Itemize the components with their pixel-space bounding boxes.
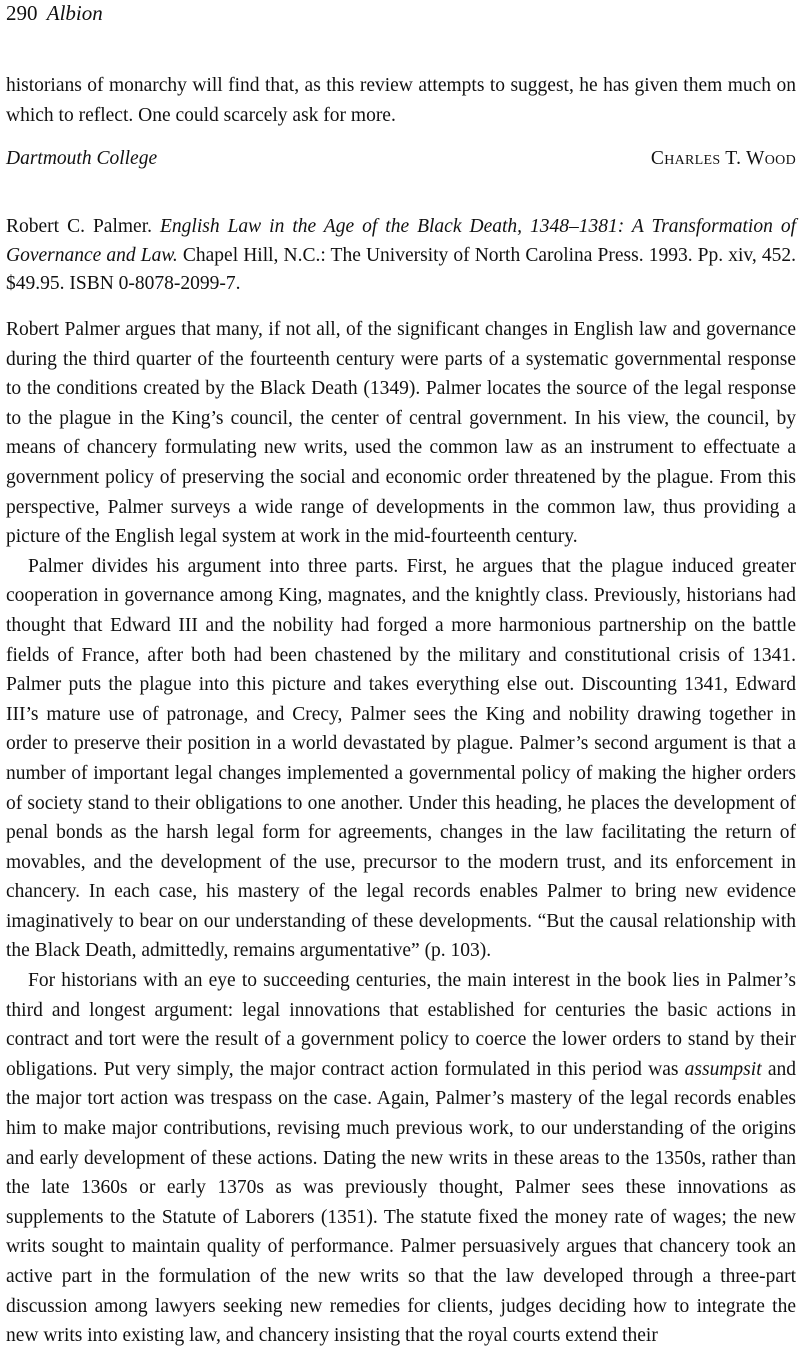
book-citation: [6, 213, 796, 299]
book-author: Robert C. Palmer.: [6, 216, 152, 237]
reviewer-affiliation: Dartmouth College: [6, 148, 158, 169]
book-publication-details: Chapel Hill, N.C.: The University of North Carolina Press. 1993. Pp. xiv, 452. $49.95. ISBN 0-8078-2099-7.: [6, 244, 797, 294]
review-paragraph-text: and the major tort action was trespass on the case. Again, Palmer’s mastery of the legal records enables him to make major contributions, revising much previous work, to our understanding of the origins and early development of these actions. Dating the new writs in these areas to the 1350s, rather than the late 1360s or early 1370s as was previously thought, Palmer sees these innovations as supplements to the Statute of Laborers (1351). The statute fixed the money rate of wages; the new writs sought to maintain quality of performance. Palmer persuasively argues that chancery took an active part in the formulation of the new writs so that the law developed through a three-part discussion among lawyers seeking new remedies for clients, judges deciding how to integrate the new writs into existing law, and chancery insisting that the royal courts extend their: [6, 1058, 796, 1347]
review-paragraph: Robert Palmer argues that many, if not all, of the significant changes in English law and governance during the third quarter of the fourteenth century were parts of a systematic governmental response to the conditions created by the Black Death (1349). Palmer locates the source of the legal response to the plague in the King’s council, the center of central government. In his view, the council, by means of chancery formulating new writs, used the common law as an instrument to effectuate a government policy of preserving the social and economic order threatened by the plague. From this perspective, Palmer surveys a wide range of developments in the common law, thus providing a picture of the English legal system at work in the mid-fourteenth century.: [6, 319, 796, 548]
book-title: English Law in the Age of the Black Death, 1348–1381: A Transformation of Governance and Law.: [6, 216, 796, 266]
journal-title: Albion: [46, 1, 103, 25]
running-head: [6, 0, 103, 26]
review-paragraph: Palmer divides his argument into three parts. First, he argues that the plague induced greater cooperation in governance among King, magnates, and the knightly class. Previously, historians had thought that Edward III and the nobility had forged a more harmonious partnership on the battle fields of France, after both had been chastened by the military and constitutional crisis of 1341. Palmer puts the plague into this picture and takes everything else out. Discounting 1341, Edward III’s mature use of patronage, and Crecy, Palmer sees the King and nobility drawing together in order to preserve their position in a world devastated by plague. Palmer’s second argument is that a number of important legal changes implemented a governmental policy of making the higher orders of society stand to their obligations to one another. Under this heading, he places the development of penal bonds as the harsh legal form for agreements, changes in the law facilitating the return of movables, and the development of the use, precursor to the modern trust, and its enforcement in chancery. In each case, his mastery of the legal records enables Palmer to bring new evidence imaginatively to bear on our understanding of these developments. “But the causal relationship with the Black Death, admittedly, remains argumentative” (p. 103).: [6, 555, 796, 962]
reviewer-name: Charles T. Wood: [650, 148, 796, 169]
review-paragraph: [6, 966, 796, 1351]
italic-term: assumpsit: [684, 1058, 762, 1080]
previous-review-signature: [6, 144, 796, 173]
page-number: 290: [6, 1, 38, 25]
review-paragraph-text: For historians with an eye to succeeding centuries, the main interest in the book lies in Palmer’s third and longest argument: legal innovations that established for centuries the basic actions in contract and tort were the result of a government policy to coerce the lower orders to stand by their obligations. Put very simply, the major contract action formulated in this period was: [6, 970, 796, 1080]
review-body: [6, 315, 796, 1351]
continuation-paragraph: historians of monarchy will find that, as this review attempts to suggest, he has given them much on which to reflect. One could scarcely ask for more.: [6, 75, 796, 126]
